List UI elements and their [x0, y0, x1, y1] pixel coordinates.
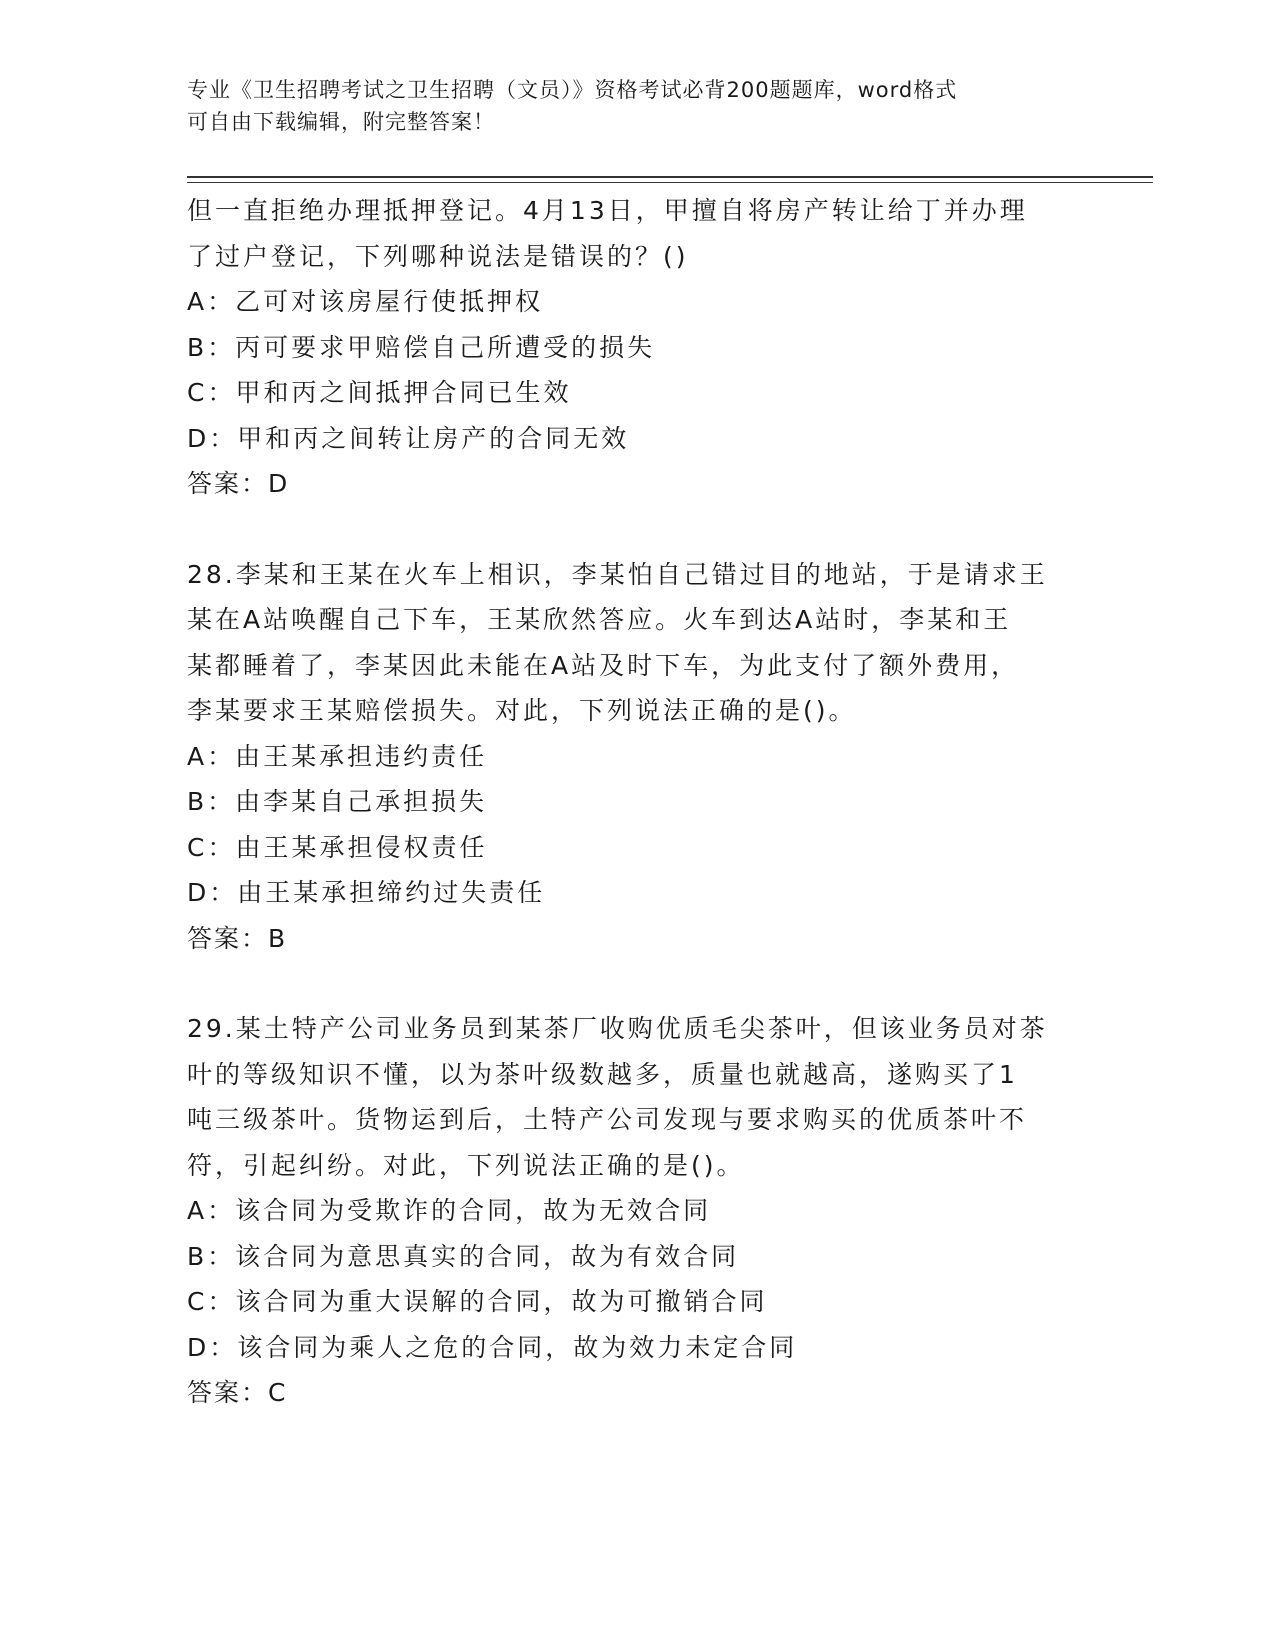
option-c: C：甲和丙之间抵押合同已生效 [187, 378, 572, 407]
question-28 [187, 552, 1077, 962]
option-c: C：该合同为重大误解的合同，故为可撤销合同 [187, 1287, 768, 1316]
question-stem-line: 某都睡着了，李某因此未能在A站及时下车，为此支付了额外费用， [187, 650, 1020, 680]
option-a: A：由王某承担违约责任 [187, 741, 488, 771]
question-stem-line: 28.李某和王某在火车上相识，李某怕自己错过目的地站，于是请求王 [187, 559, 1048, 589]
question-stem-line: 但一直拒绝办理抵押登记。4月13日，甲擅自将房产转让给丁并办理 [187, 196, 1028, 225]
question-stem-line: 符，引起纠纷。对此，下列说法正确的是()。 [187, 1150, 745, 1180]
header-line-1: 专业《卫生招聘考试之卫生招聘（文员）》资格考试必背200题题库，word格式 [187, 78, 958, 102]
question-stem-line: 某在A站唤醒自己下车，王某欣然答应。火车到达A站时，李某和王 [187, 605, 1012, 634]
answer-line: 答案：D [187, 469, 290, 498]
option-d: D：甲和丙之间转让房产的合同无效 [187, 423, 630, 453]
option-b: B：由李某自己承担损失 [187, 787, 488, 816]
question-stem-line: 了过户登记，下列哪种说法是错误的？() [187, 241, 689, 271]
document-body [187, 188, 1077, 1416]
option-a: A：该合同为受欺诈的合同，故为无效合同 [187, 1196, 712, 1225]
question-stem-line: 李某要求王某赔偿损失。对此，下列说法正确的是()。 [187, 696, 857, 725]
header-rule-thick [187, 176, 1153, 178]
page-header [187, 74, 1067, 138]
option-c: C：由王某承担侵权责任 [187, 832, 488, 862]
spacer [187, 961, 1077, 1006]
header-line-2: 可自由下载编辑，附完整答案！ [187, 110, 495, 134]
header-rule-thin [187, 182, 1153, 183]
question-27-continued [187, 188, 1077, 507]
option-d: D：由王某承担缔约过失责任 [187, 878, 546, 907]
option-d: D：该合同为乘人之危的合同，故为效力未定合同 [187, 1332, 798, 1362]
question-stem-line: 吨三级茶叶。货物运到后，土特产公司发现与要求购买的优质茶叶不 [187, 1105, 1028, 1134]
spacer [187, 507, 1077, 552]
answer-line: 答案：B [187, 923, 288, 953]
question-stem-line: 叶的等级知识不懂，以为茶叶级数越多，质量也就越高，遂购买了1 [187, 1059, 1018, 1089]
question-stem-line: 29.某土特产公司业务员到某茶厂收购优质毛尖茶叶，但该业务员对茶 [187, 1014, 1048, 1043]
option-b: B：丙可要求甲赔偿自己所遭受的损失 [187, 332, 656, 362]
answer-line: 答案：C [187, 1378, 288, 1407]
option-b: B：该合同为意思真实的合同，故为有效合同 [187, 1241, 740, 1271]
question-29 [187, 1006, 1077, 1416]
option-a: A：乙可对该房屋行使抵押权 [187, 287, 544, 316]
